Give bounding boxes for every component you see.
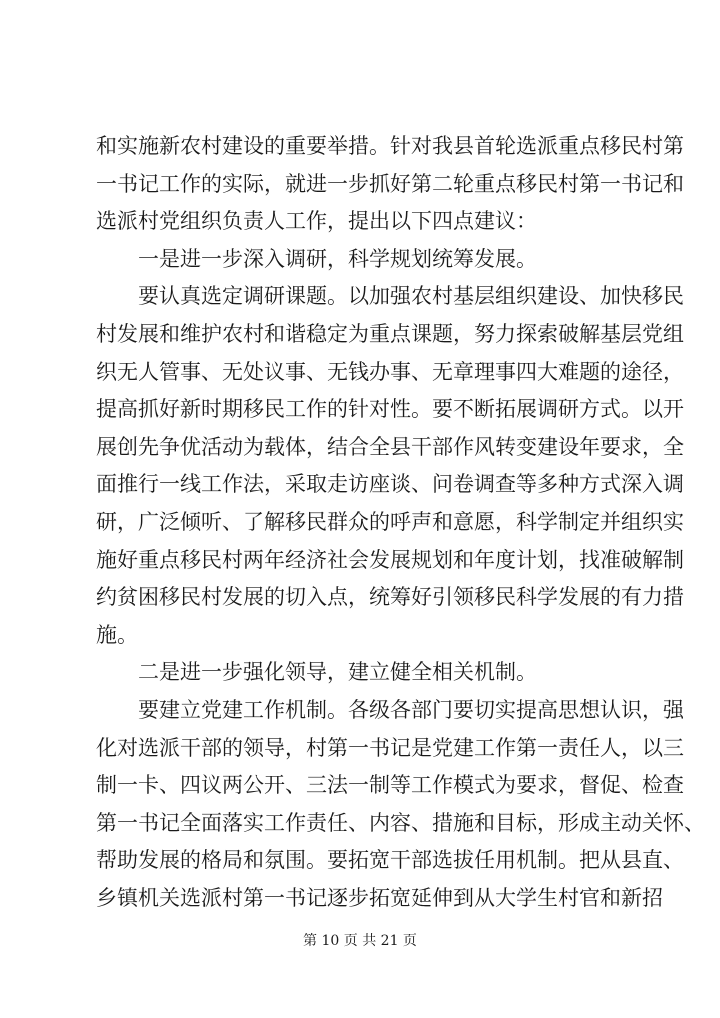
text-line: 研，广泛倾听、了解移民群众的呼声和意愿，科学制定并组织实 [96, 509, 684, 534]
text-line: 一书记工作的实际，就进一步抓好第二轮重点移民村第一书记和 [96, 171, 684, 196]
page-number: 第 10 页 共 21 页 [303, 933, 417, 949]
section-heading: 二是进一步强化领导，建立健全相关机制。 [138, 660, 537, 685]
page-footer [0, 930, 720, 950]
text-line: 织无人管事、无处议事、无钱办事、无章理事四大难题的途径， [96, 359, 684, 384]
text-line: 约贫困移民村发展的切入点，统筹好引领移民科学发展的有力措 [96, 585, 684, 610]
section-heading: 一是进一步深入调研，科学规划统筹发展。 [138, 246, 537, 271]
text-line: 乡镇机关选派村第一书记逐步拓宽延伸到从大学生村官和新招 [96, 885, 663, 910]
text-line: 村发展和维护农村和谐稳定为重点课题，努力探索破解基层党组 [96, 321, 684, 346]
text-line: 化对选派干部的领导，村第一书记是党建工作第一责任人，以三 [96, 735, 684, 760]
text-line: 和实施新农村建设的重要举措。针对我县首轮选派重点移民村第 [96, 134, 684, 158]
text-line: 选派村党组织负责人工作，提出以下四点建议： [96, 209, 537, 234]
text-line: 面推行一线工作法，采取走访座谈、问卷调查等多种方式深入调 [96, 472, 684, 497]
text-line: 展创先争优活动为载体，结合全县干部作风转变建设年要求，全 [96, 434, 684, 459]
text-line: 制一卡、四议两公开、三法一制等工作模式为要求，督促、检查 [96, 773, 684, 798]
text-line: 要认真选定调研课题。以加强农村基层组织建设、加快移民 [138, 284, 684, 309]
text-line: 要建立党建工作机制。各级各部门要切实提高思想认识，强 [138, 697, 684, 722]
text-line: 帮助发展的格局和氛围。要拓宽干部选拔任用机制。把从县直、 [96, 848, 684, 873]
text-line: 提高抓好新时期移民工作的针对性。要不断拓展调研方式。以开 [96, 397, 684, 422]
body-text [96, 128, 705, 917]
text-line: 第一书记全面落实工作责任、内容、措施和目标，形成主动关怀、 [96, 810, 705, 835]
text-line: 施。 [96, 622, 138, 647]
text-line: 施好重点移民村两年经济社会发展规划和年度计划，找准破解制 [96, 547, 684, 572]
